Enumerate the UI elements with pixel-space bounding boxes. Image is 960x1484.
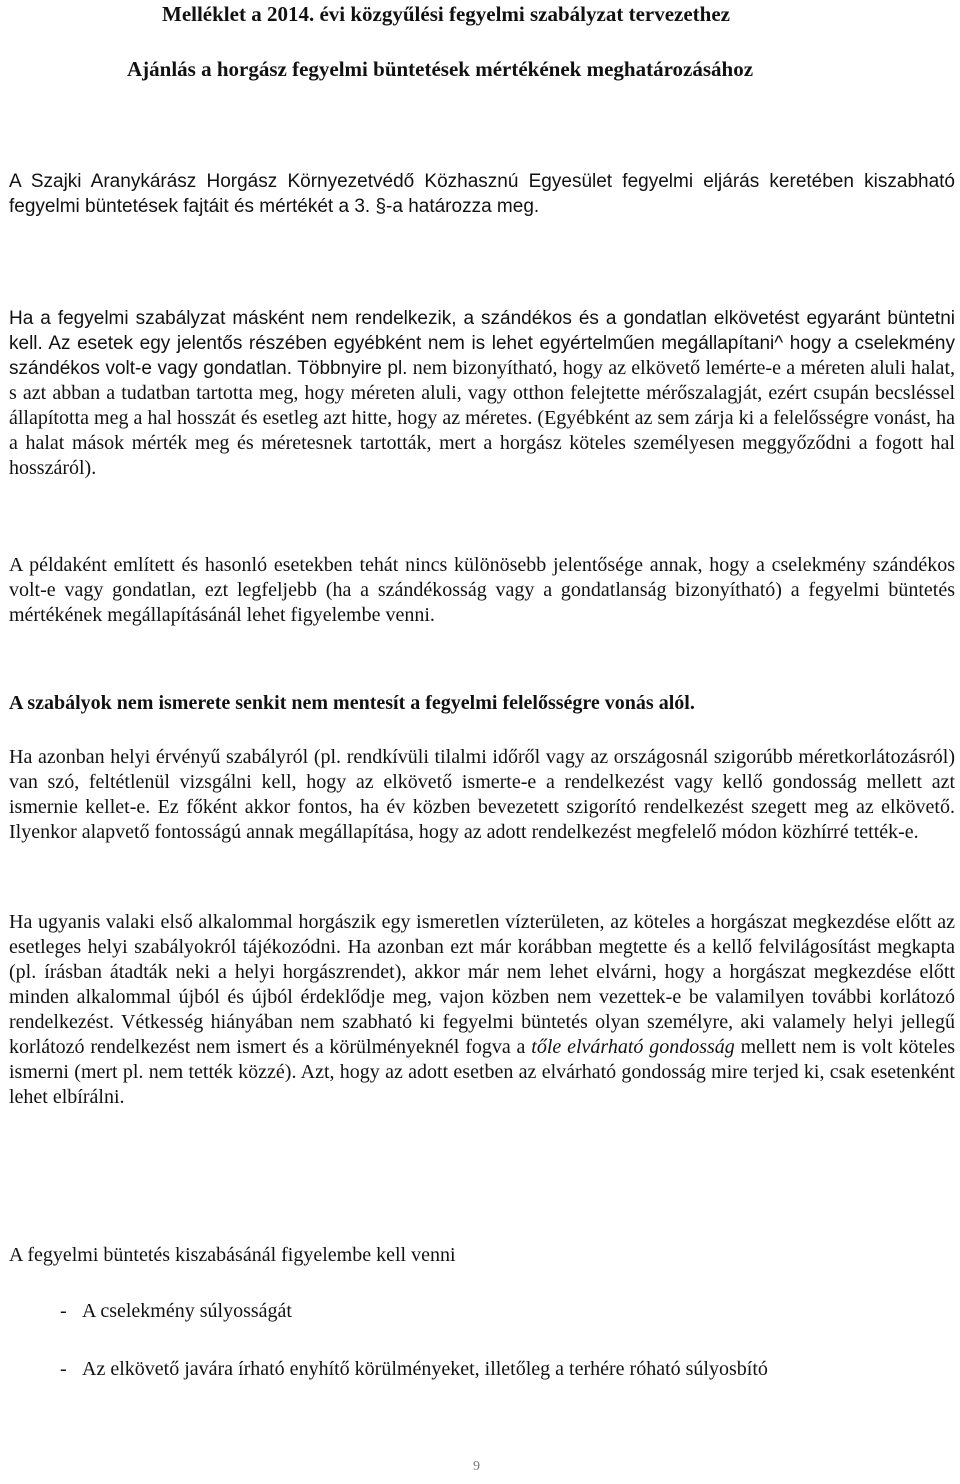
paragraph-part-a: Ha ugyanis valaki első alkalommal horgászik egy ismeretlen vízterületen, az köteles a horgászat megkezdése előtt az esetleges helyi szabályokról tájékozódni. Ha azonban ezt már korábban megtette és a kellő felvilágosítást megkapta (pl. írásban átadták neki a helyi horgászrendet), akkor már nem lehet elvárni, hogy a horgászat megkezdése előtt minden alkalommal újból és újból érdeklődje meg, vajon közben nem vezettek-e be valamilyen további korlátozó rendelkezést. Vétkesség hiányában nem szabható ki fegyelmi büntetés olyan személyre, aki valamely helyi jellegű korlátozó rendelkezést nem ismert és a körülményeknél fogva a — [9, 911, 955, 1058]
consider-intro: A fegyelmi büntetés kiszabásánál figyelembe kell venni — [9, 1244, 456, 1266]
paragraph-part-b: mellett nem is volt köteles ismerni (mert pl. nem tették közzé). Azt, hogy az adott esetben az elvárható gondosság mire terjed ki, csak esetenként lehet elbírálni. — [9, 1036, 955, 1108]
annex-title: Melléklet a 2014. évi közgyűlési fegyelmi szabályzat tervezethez — [162, 2, 730, 26]
document-subtitle: Ajánlás a horgász fegyelmi büntetések mértékének meghatározásához — [127, 57, 754, 81]
example-paragraph: A példaként említett és hasonló esetekben tehát nincs különösebb jelentősége annak, hogy a cselekmény szándékos volt-e vagy gondatlan, ezt legfeljebb (ha a szándékosság vagy a gondatlanság bizonyítható) a fegyelmi büntetés mértékének megállapításánál lehet figyelembe venni. — [9, 554, 955, 626]
first-time-paragraph — [9, 910, 955, 1110]
paragraph-sans-part: Ha a fegyelmi szabályzat másként nem rendelkezik, a szándékos és a gondatlan elkövetést egyaránt büntetni kell. Az esetek egy jelentős részében egyébként nem is lehet egyértelműen megállapítani^ hogy a cselekmény szándékos volt-e vagy gondatlan. Többnyire pl. — [9, 308, 955, 379]
local-rules-paragraph: Ha azonban helyi érvényű szabályról (pl. rendkívüli tilalmi időről vagy az országosnál szigorúbb méretkorlátozásról) van szó, feltétlenül vizsgálni kell, hogy az elkövető ismerte-e a rendelkezést vagy kellő gondosság mellett azt ismernie kellet-e. Ez főként akkor fontos, ha év közben bevezetett szigorító rendelkezést szegett meg az elkövető. Ilyenkor alapvető fontosságú annak megállapítása, hogy az adott rendelkezést megfelelő módon közhírré tették-e. — [9, 746, 955, 843]
emphasis-expected-care: tőle elvárható gondosság — [531, 1036, 735, 1058]
list-item: - Az elkövető javára írható enyhítő körülményeket, illetőleg a terhére róható súlyosbító — [60, 1358, 768, 1381]
bold-statement: A szabályok nem ismerete senkit nem mentesít a fegyelmi felelősségre vonás alól. — [9, 692, 695, 714]
list-item: - A cselekmény súlyosságát — [60, 1300, 292, 1323]
paragraph-serif-part: nem bizonyítható, hogy az elkövető lemérte-e a méreten aluli halat, s azt abban a tudatban tartotta meg, hogy méreten aluli, vagy otthon felejtette mérőszalagját, ezért csupán becsléssel állapította meg a hal hosszát és esetleg azt hitte, hogy az méretes. (Egyébként az sem zárja ki a felelősségre vonást, ha a halat mások mérték meg és méretesnek tartották, mert a horgász köteles személyesen meggyőződni a fogott hal hosszáról). — [9, 357, 955, 479]
page-number: 9 — [473, 1459, 480, 1474]
intentional-negligent-paragraph — [9, 306, 955, 481]
intro-paragraph: A Szajki Aranykárász Horgász Környezetvédő Közhasznú Egyesület fegyelmi eljárás keretében kiszabható fegyelmi büntetések fajtáit és mértékét a 3. §-a határozza meg. — [9, 171, 955, 217]
